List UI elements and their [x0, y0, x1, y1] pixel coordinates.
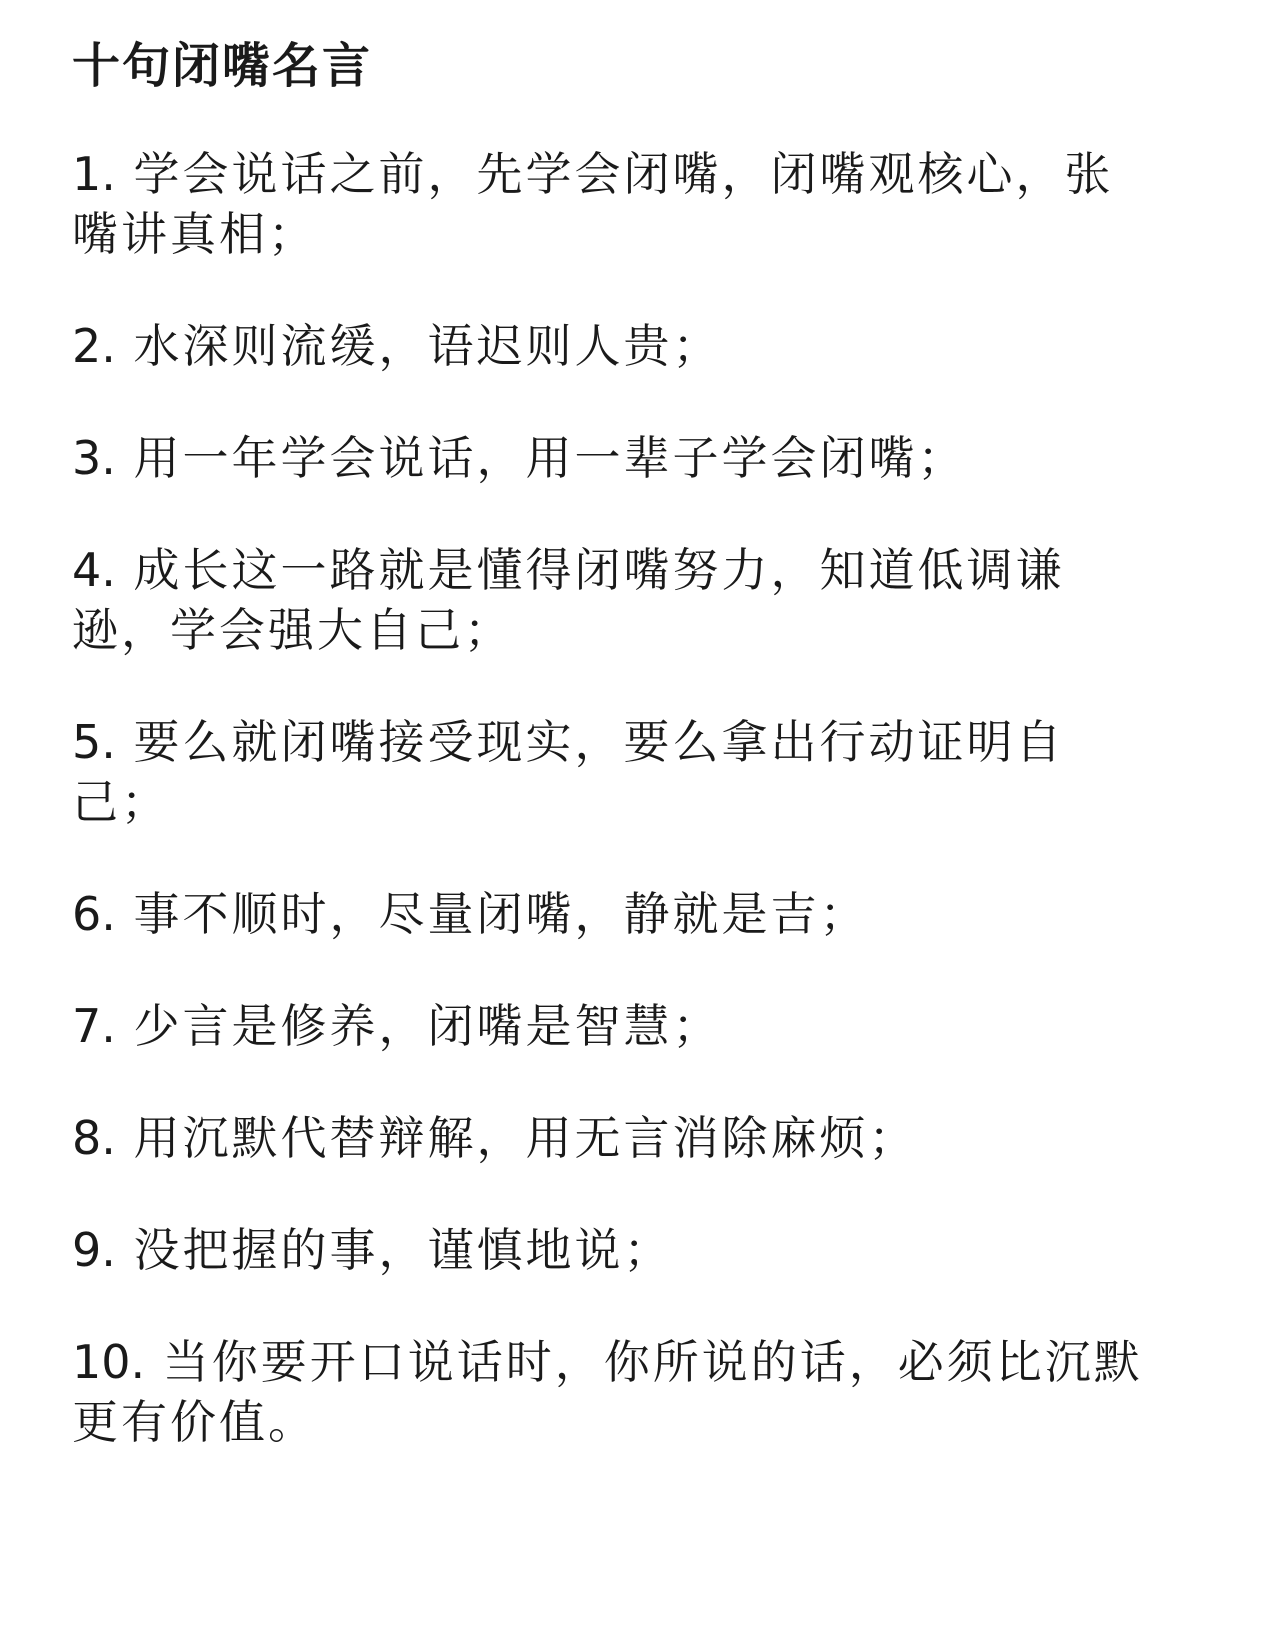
quote-number: 5.	[72, 715, 116, 769]
quote-text: 要么就闭嘴接受现实，要么拿出行动证明自己；	[72, 715, 1065, 829]
quote-text: 用沉默代替辩解，用无言消除麻烦；	[133, 1111, 918, 1165]
quote-number: 8.	[72, 1111, 116, 1165]
quote-number: 7.	[72, 999, 116, 1053]
quote-item-9	[72, 1220, 1162, 1280]
quote-text: 学会说话之前，先学会闭嘴，闭嘴观核心，张嘴讲真相；	[72, 147, 1114, 261]
quote-number: 2.	[72, 319, 116, 373]
quote-number: 4.	[72, 543, 116, 597]
quote-text: 成长这一路就是懂得闭嘴努力，知道低调谦逊，学会强大自己；	[72, 543, 1065, 657]
quote-text: 当你要开口说话时，你所说的话，必须比沉默更有价值。	[72, 1335, 1143, 1449]
quote-number: 10.	[72, 1335, 146, 1389]
page-title: 十句闭嘴名言	[72, 38, 373, 94]
quote-item-7	[72, 996, 1162, 1056]
quote-list	[72, 144, 1204, 1452]
quote-item-1	[72, 144, 1162, 264]
quote-item-8	[72, 1108, 1162, 1168]
quote-number: 1.	[72, 147, 116, 201]
quote-item-3	[72, 428, 1162, 488]
quote-text: 事不顺时，尽量闭嘴，静就是吉；	[133, 887, 869, 941]
quote-item-6	[72, 884, 1162, 944]
quote-text: 水深则流缓，语迟则人贵；	[133, 319, 722, 373]
quote-number: 3.	[72, 431, 116, 485]
quote-text: 用一年学会说话，用一辈子学会闭嘴；	[133, 431, 967, 485]
quote-item-5	[72, 712, 1162, 832]
quote-item-4	[72, 540, 1162, 660]
quote-item-2	[72, 316, 1162, 376]
quote-text: 没把握的事，谨慎地说；	[133, 1223, 673, 1277]
quote-number: 9.	[72, 1223, 116, 1277]
quote-text: 少言是修养，闭嘴是智慧；	[133, 999, 722, 1053]
quote-item-10	[72, 1332, 1162, 1452]
quote-number: 6.	[72, 887, 116, 941]
